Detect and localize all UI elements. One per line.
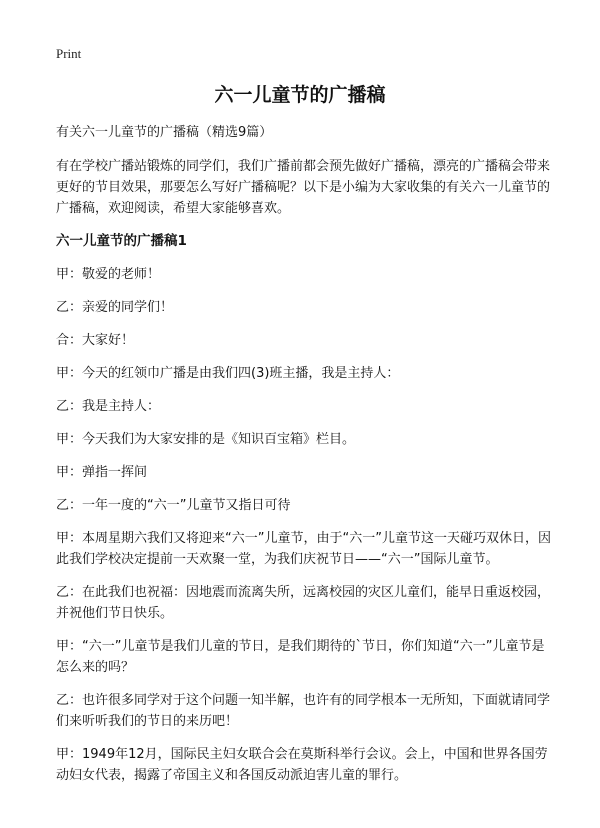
dialogue-line: 甲：本周星期六我们又将迎来“六一”儿童节，由于“六一”儿童节这一天碰巧双休日，因此我们学校决定提前一天欢聚一堂，为我们庆祝节日——“六一”国际儿童节。 — [56, 531, 551, 567]
dialogue-line: 合：大家好！ — [56, 333, 135, 348]
dialogue-line: 甲：弹指一挥间 — [56, 465, 148, 480]
article-body — [56, 122, 552, 798]
print-link[interactable]: Print — [56, 46, 82, 61]
dialogue-line: 乙：也许很多同学对于这个问题一知半解，也许有的同学根本一无所知，下面就请同学们来听听我们的节日的来历吧！ — [56, 693, 551, 729]
section-heading: 六一儿童节的广播稿1 — [56, 233, 187, 249]
dialogue-line: 甲：“六一”儿童节是我们儿童的节日，是我们期待的`节日，你们知道“六一”儿童节是怎么来的吗？ — [56, 639, 545, 675]
dialogue-line: 甲：今天的红领巾广播是由我们四(3)班主播，我是主持人： — [56, 366, 400, 381]
dialogue-line: 乙：我是主持人： — [56, 399, 161, 414]
dialogue-line: 甲：1949年12月，国际民主妇女联合会在莫斯科举行会议。会上，中国和世界各国劳动妇女代表，揭露了帝国主义和各国反动派迫害儿童的罪行。 — [56, 747, 548, 783]
dialogue-line: 甲：敬爱的老师！ — [56, 267, 161, 282]
dialogue-line: 乙：一年一度的“六一”儿童节又指日可待 — [56, 498, 291, 513]
dialogue-line: 甲：今天我们为大家安排的是《知识百宝箱》栏目。 — [56, 432, 356, 447]
intro-paragraph: 有在学校广播站锻炼的同学们，我们广播前都会预先做好广播稿，漂亮的广播稿会带来更好的节目效果，那要怎么写好广播稿呢？以下是小编为大家收集的有关六一儿童节的广播稿，欢迎阅读，希望大家能够喜欢。 — [56, 159, 551, 216]
article-subtitle: 有关六一儿童节的广播稿（精选9篇） — [56, 125, 273, 140]
dialogue-line: 乙：在此我们也祝福：因地震而流离失所，远离校园的灾区儿童们，能早日重返校园，并祝他们节日快乐。 — [56, 585, 551, 621]
page-title: 六一儿童节的广播稿 — [214, 84, 386, 106]
dialogue-line: 乙：亲爱的同学们！ — [56, 300, 174, 315]
